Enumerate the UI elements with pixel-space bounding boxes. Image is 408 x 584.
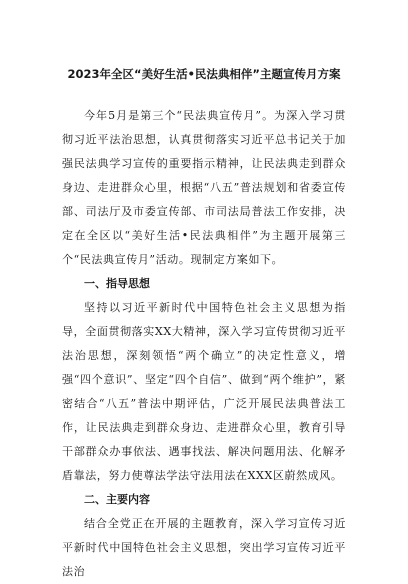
intro-paragraph: 今年5月是第三个“民法典宣传月”。为深入学习贯彻习近平法治思想，认真贯彻落实习近平总书记关于加强民法典学习宣传的重要指示精神，让民法典走到群众身边、走进群众心里，根据“八五”普法规划和省委宣传部、司法厅及市委宣传部、市司法局普法工作安排，决定在全区以“美好生活•民法典相伴”为主题开展第三个“民法典宣传月”活动。现制定方案如下。	[62, 109, 346, 266]
section-heading-main-content: 二、主要内容	[84, 493, 150, 506]
section-body-guiding-ideology: 坚持以习近平新时代中国特色社会主义思想为指导，全面贯彻落实XX大精神，深入学习宣传贯彻习近平法治思想，深刻领悟“两个确立”的决定性意义，增强“四个意识”、坚定“四个自信”、做到“两个维护”，紧密结合“八五”普法中期评估，广泛开展民法典普法工作，让民法典走到群众身边、走进群众心里，教育引导干部群众办事依法、遇事找法、解决问题用法、化解矛盾靠法，努力使尊法学法守法用法在XXX区蔚然成风。	[62, 301, 346, 482]
section-heading-guiding-ideology: 一、指导思想	[84, 277, 150, 290]
section-body-main-content: 结合全党正在开展的主题教育，深入学习宣传习近平新时代中国特色社会主义思想，突出学习宣传习近平法治	[62, 517, 346, 578]
document-title: 2023年全区“美好生活•民法典相伴”主题宣传月方案	[67, 67, 341, 81]
